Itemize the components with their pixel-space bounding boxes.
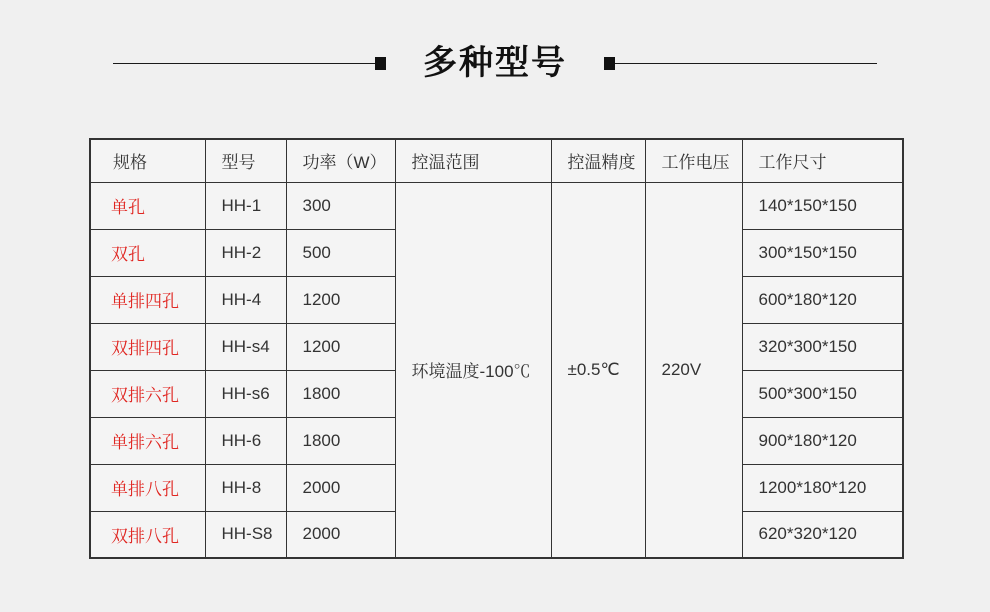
spec-cell: 单排四孔 [90, 276, 205, 323]
product-spec-table [89, 138, 904, 559]
size-cell: 500*300*150 [742, 370, 903, 417]
model-cell: HH-6 [205, 417, 286, 464]
model-cell: HH-S8 [205, 511, 286, 558]
size-cell: 620*320*120 [742, 511, 903, 558]
header-temp-range: 控温范围 [395, 139, 551, 182]
spec-cell: 双孔 [90, 229, 205, 276]
section-title-row [0, 40, 990, 86]
power-cell: 300 [286, 182, 395, 229]
model-cell: HH-1 [205, 182, 286, 229]
model-cell: HH-2 [205, 229, 286, 276]
power-cell: 1200 [286, 323, 395, 370]
model-cell: HH-4 [205, 276, 286, 323]
model-cell: HH-s6 [205, 370, 286, 417]
power-cell: 2000 [286, 511, 395, 558]
precision-merged-cell: ±0.5℃ [551, 182, 645, 558]
size-cell: 1200*180*120 [742, 464, 903, 511]
voltage-merged-cell: 220V [645, 182, 742, 558]
temp-range-merged-cell: 环境温度-100℃ [395, 182, 551, 558]
power-cell: 1200 [286, 276, 395, 323]
page-title: 多种型号 [423, 44, 567, 82]
spec-cell: 单孔 [90, 182, 205, 229]
header-model: 型号 [205, 139, 286, 182]
power-cell: 2000 [286, 464, 395, 511]
spec-cell: 双排六孔 [90, 370, 205, 417]
power-cell: 500 [286, 229, 395, 276]
header-spec: 规格 [90, 139, 205, 182]
spec-cell: 单排六孔 [90, 417, 205, 464]
spec-cell: 双排八孔 [90, 511, 205, 558]
size-cell: 320*300*150 [742, 323, 903, 370]
size-cell: 300*150*150 [742, 229, 903, 276]
header-voltage: 工作电压 [645, 139, 742, 182]
title-divider-line-right [615, 63, 877, 64]
spec-cell: 单排八孔 [90, 464, 205, 511]
model-cell: HH-s4 [205, 323, 286, 370]
title-divider-line-left [113, 63, 375, 64]
spec-cell: 双排四孔 [90, 323, 205, 370]
title-square-icon-left [375, 57, 386, 70]
table-row [90, 182, 903, 229]
header-precision: 控温精度 [551, 139, 645, 182]
title-square-icon-right [604, 57, 615, 70]
header-power: 功率（W） [286, 139, 395, 182]
table-header-row [90, 139, 903, 182]
size-cell: 600*180*120 [742, 276, 903, 323]
model-cell: HH-8 [205, 464, 286, 511]
power-cell: 1800 [286, 370, 395, 417]
size-cell: 900*180*120 [742, 417, 903, 464]
header-size: 工作尺寸 [742, 139, 903, 182]
size-cell: 140*150*150 [742, 182, 903, 229]
power-cell: 1800 [286, 417, 395, 464]
